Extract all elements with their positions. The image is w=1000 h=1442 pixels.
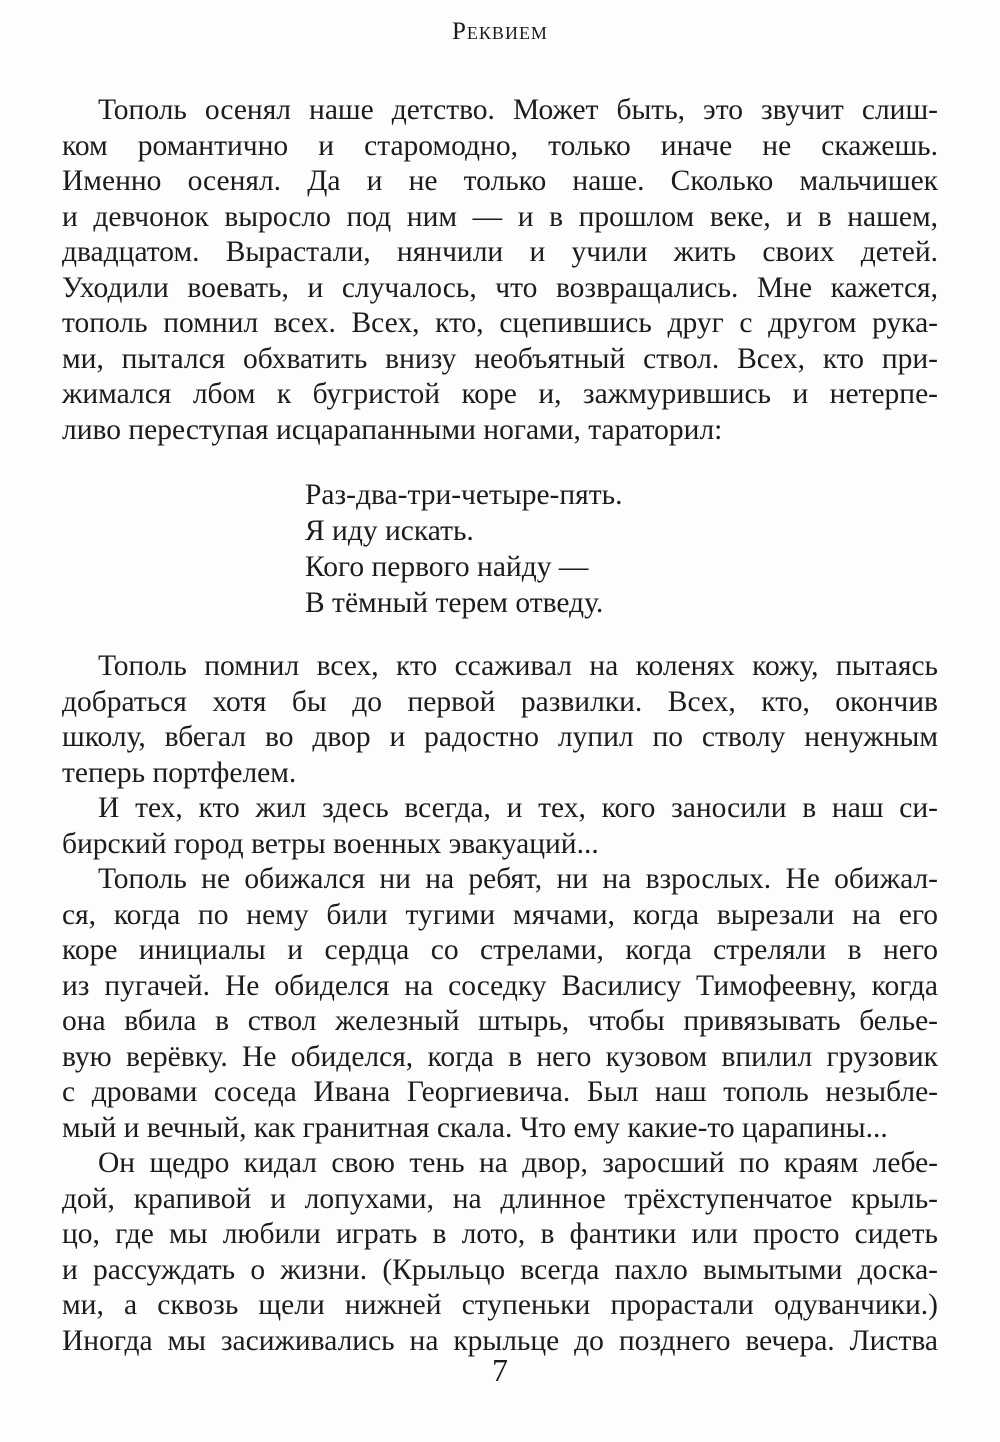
poem-verse <box>305 477 622 621</box>
page-number: 7 <box>492 1352 508 1388</box>
text-line: ми, пытался обхватить внизу необъятный ствол. Всех, кто при- <box>62 342 938 375</box>
text-line: из пугачей. Не обиделся на соседку Василису Тимофеевну, когда <box>62 969 938 1002</box>
text-line: с дровами соседа Ивана Георгиевича. Был наш тополь незыбле- <box>62 1076 938 1108</box>
poem-line: В тёмный терем отведу. <box>305 587 604 619</box>
text-line: цо, где мы любили играть в лото, в фантики или просто сидеть <box>62 1218 938 1250</box>
text-line: Иногда мы засиживались на крыльце до позднего вечера. Листва <box>62 1324 938 1357</box>
text-line: Тополь помнил всех, кто ссаживал на коленях кожу, пытаясь <box>98 650 938 682</box>
paragraph-1 <box>62 93 938 448</box>
text-line: жимался лбом к бугристой коре и, зажмурившись и нетерпе- <box>62 378 938 410</box>
paragraph-2 <box>62 649 938 1359</box>
text-line: ми, а сквозь щели нижней ступеньки прорастали одуванчики.) <box>62 1289 938 1321</box>
poem-line: Я иду искать. <box>305 515 474 547</box>
text-line: Уходили воевать, и случалось, что возвращались. Мне кажется, <box>62 271 938 304</box>
text-line: ком романтично и старомодно, только иначе не скажешь. <box>62 129 938 162</box>
text-line: школу, вбегал во двор и радостно лупил по стволу ненужным <box>62 721 938 753</box>
text-line: Именно осенял. Да и не только наше. Сколько мальчишек <box>62 165 938 197</box>
text-line: ся, когда по нему били тугими мячами, когда вырезали на его <box>62 898 938 931</box>
text-line: она вбила в ствол железный штырь, чтобы привязывать белье- <box>62 1005 938 1037</box>
text-line: и девчонок выросло под ним — и в прошлом веке, и в нашем, <box>62 200 938 233</box>
text-line: и рассуждать о жизни. (Крыльцо всегда пахло вымытыми доска- <box>62 1253 938 1286</box>
text-line: Тополь не обижался ни на ребят, ни на взрослых. Не обижал- <box>98 863 938 895</box>
text-line: тополь помнил всех. Всех, кто, сцепившись друг с другом рука- <box>62 307 938 339</box>
text-line: дой, крапивой и лопухами, на длинное трёхступенчатое крыль- <box>62 1182 938 1215</box>
text-line: добраться хотя бы до первой развилки. Всех, кто, окончив <box>62 685 938 718</box>
text-line: теперь портфелем. <box>62 756 297 789</box>
text-line: двадцатом. Вырастали, нянчили и учили жить своих детей. <box>62 236 938 268</box>
poem-line: Кого первого найду — <box>305 551 589 583</box>
text-line: вую верёвку. Не обиделся, когда в него кузовом впилил грузовик <box>62 1040 938 1073</box>
text-line: мый и вечный, как гранитная скала. Что ему какие-то царапины... <box>62 1111 888 1144</box>
text-line: коре инициалы и сердца со стрелами, когда стреляли в него <box>62 934 938 966</box>
running-header: Реквием <box>452 18 548 45</box>
text-line: Он щедро кидал свою тень на двор, заросший по краям лебе- <box>98 1147 938 1179</box>
text-line: И тех, кто жил здесь всегда, и тех, кого заносили в наш си- <box>98 792 938 824</box>
text-line: ливо переступая исцарапанными ногами, тараторил: <box>62 413 723 446</box>
text-line: Тополь осенял наше детство. Может быть, это звучит слиш- <box>98 94 938 126</box>
text-line: бирский город ветры военных эвакуаций... <box>62 827 599 860</box>
poem-line: Раз-два-три-четыре-пять. <box>305 479 623 511</box>
